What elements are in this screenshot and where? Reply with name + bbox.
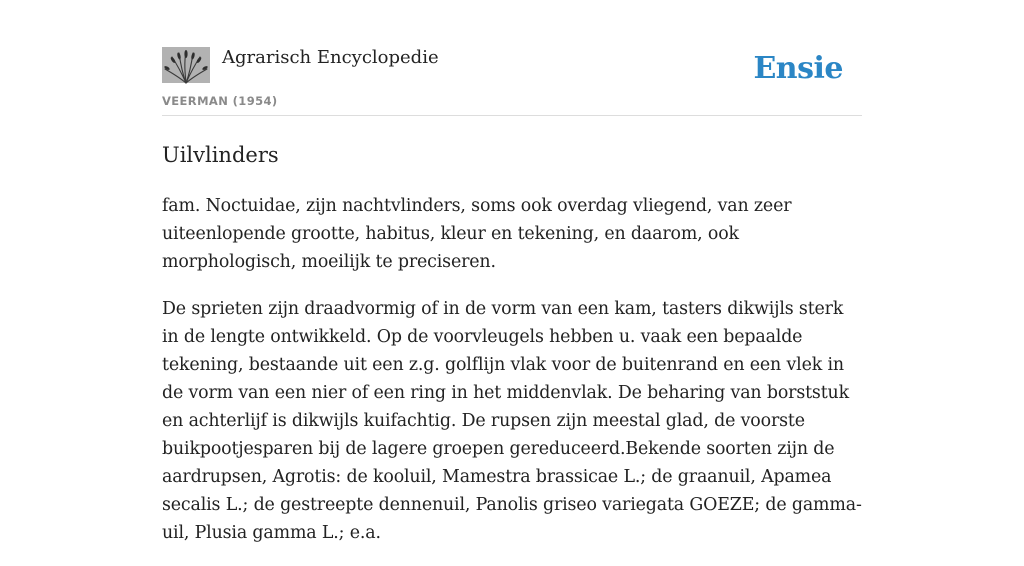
brand-logo[interactable]: Ensie bbox=[753, 51, 843, 86]
page bbox=[162, 0, 862, 543]
author-year: VEERMAN (1954) bbox=[162, 94, 278, 108]
header bbox=[162, 0, 862, 116]
article-paragraph: fam. Noctuidae, zijn nachtvlinders, soms ook overdag vliegend, van zeer uiteenlopende grootte, habitus, kleur en tekening, en daarom, ook morphologisch, moeilijk te preciseren. bbox=[162, 196, 792, 272]
publication-title[interactable]: Agrarisch Encyclopedie bbox=[222, 47, 439, 68]
wheat-logo-icon[interactable] bbox=[162, 47, 210, 83]
article-paragraph: De sprieten zijn draadvormig of in de vorm van een kam, tasters dikwijls sterk in de lengte ontwikkeld. Op de voorvleugels hebben u. vaak een bepaalde tekening, bestaande uit een z.g. golflijn vlak voor de buitenrand en een vlek in de vorm van een nier of een ring in het middenvlak. De beharing van borststuk en achterlijf is dikwijls kuifachtig. De rupsen zijn meestal glad, de voorste buikpootjesparen bij de lagere groepen gereduceerd.Bekende soorten zijn de aardrupsen, Agrotis: de kooluil, Mamestra brassicae L.; de graanuil, Apamea secalis L.; de gestreepte dennenuil, Panolis griseo variegata GOEZE; de gamma-uil, Plusia gamma L.; e.a. bbox=[162, 299, 862, 543]
article-title: Uilvlinders bbox=[162, 143, 279, 167]
article-body bbox=[162, 192, 862, 566]
